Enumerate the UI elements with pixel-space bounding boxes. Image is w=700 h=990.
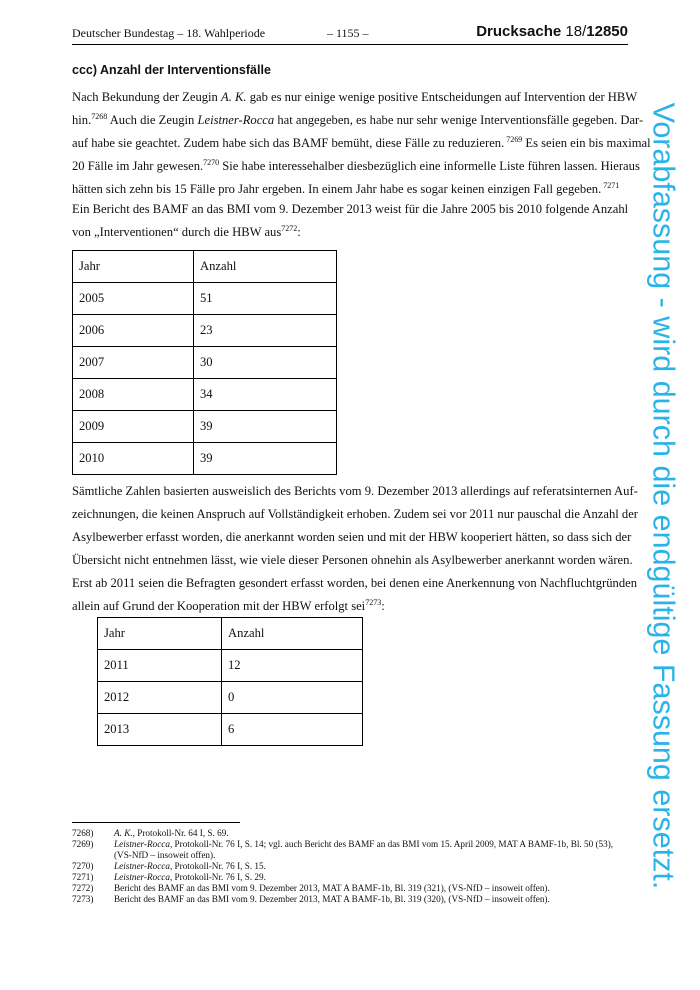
footnote-ref[interactable]: 7269	[504, 135, 523, 144]
footnote	[72, 850, 632, 861]
footnote-citation: Bericht des BAMF an das BMI vom 9. Dezember 2013, MAT A BAMF-1b, Bl. 319 (321), (VS-NfD – insoweit offen).	[114, 883, 550, 893]
page-header	[72, 22, 628, 45]
text-run: auf habe sie geachtet. Zudem habe sich das BAMF bemüht, diese Fälle zu reduzieren.	[72, 136, 505, 150]
text-line: Asylbewerber erfasst worden, die anerkannt worden seien und mit der HBW kooperiert hätten, so dass sich der	[72, 530, 632, 544]
cell-year: 2005	[73, 283, 194, 315]
cell-count: 30	[194, 347, 337, 379]
cell-count: 0	[222, 682, 363, 714]
table-row	[73, 379, 337, 411]
text-run: Auch die Zeugin	[107, 113, 198, 127]
text-line	[72, 221, 628, 244]
footnote-number: 7272)	[72, 883, 94, 893]
footnote-ref[interactable]: 7272	[281, 224, 298, 233]
text-line	[72, 109, 644, 132]
header-year: Jahr	[98, 618, 222, 650]
interventions-table-2011-2013	[97, 617, 363, 746]
footnote-citation: , Protokoll-Nr. 76 I, S. 29.	[169, 872, 266, 882]
text-line: Ein Bericht des BAMF an das BMI vom 9. Dezember 2013 weist für die Jahre 2005 bis 2010 folgende Anzahl	[72, 202, 629, 216]
footnote-witness: Leistner-Rocca	[114, 839, 170, 849]
text-run: hätten sich zehn bis 15 Fälle pro Jahr ergeben. In einem Jahr habe es sogar keinen einzigen Fall gegeben.	[72, 182, 602, 196]
text-run: gab es nur einige wenige positive Entscheidungen auf Intervention der HBW	[246, 90, 638, 104]
footnote-number: 7271)	[72, 872, 94, 882]
interventions-table-2005-2010	[72, 250, 337, 475]
footnote	[72, 828, 632, 839]
document-number-prefix: Drucksache	[476, 23, 562, 40]
text-line	[72, 595, 628, 618]
footnote-number	[72, 850, 114, 861]
footnote-text	[114, 894, 632, 905]
footnote-number: 7269)	[72, 839, 94, 849]
text-run: von „Interventionen“ durch die HBW aus	[72, 225, 282, 239]
footnote-number: 7273)	[72, 894, 94, 904]
table-row	[73, 443, 337, 475]
text-line: Übersicht nicht entnehmen lässt, wie viele dieser Personen ohnehin als Asylbewerber anerkannt worden wären.	[72, 553, 633, 567]
text-run: 20 Fälle im Jahr gewesen.	[72, 159, 204, 173]
text-run: Sie habe interessehalber diesbezüglich eine informelle Liste führen lassen. Hieraus	[219, 159, 640, 173]
cell-count: 39	[194, 443, 337, 475]
footnote-text	[114, 828, 632, 839]
table-row	[98, 682, 363, 714]
text-run: :	[381, 599, 385, 613]
section-heading: ccc) Anzahl der Interventionsfälle	[72, 63, 271, 77]
header-count: Anzahl	[194, 251, 337, 283]
cell-count: 51	[194, 283, 337, 315]
cell-count: 39	[194, 411, 337, 443]
text-line	[72, 155, 640, 178]
text-line: zeichnungen, die keinen Anspruch auf Vollständigkeit erhoben. Zudem sei vor 2011 nur pauschal die Anzahl der	[72, 507, 638, 521]
footnote-witness: A. K.	[114, 828, 133, 838]
cell-year: 2010	[73, 443, 194, 475]
table-row	[73, 411, 337, 443]
footnotes	[72, 828, 632, 905]
header-parliament: Deutscher Bundestag – 18. Wahlperiode	[72, 26, 266, 40]
text-line: Sämtliche Zahlen basierten ausweislich des Berichts vom 9. Dezember 2013 allerdings auf referatsinternen Auf-	[72, 484, 638, 498]
table-row	[98, 650, 363, 682]
text-line: Erst ab 2011 seien die Befragten gesondert erfasst worden, bei denen eine Anerkennung von Nachfluchtgründen	[72, 576, 638, 590]
text-line	[72, 132, 651, 155]
table-header-row	[73, 251, 337, 283]
footnote	[72, 894, 632, 905]
document-number-period: 18/	[565, 23, 587, 40]
footnote-ref[interactable]: 7273	[365, 598, 382, 607]
watermark-text: Vorabfassung - wird durch die endgültige Fassung ersetzt.	[646, 102, 681, 890]
footnote-divider	[72, 822, 240, 823]
footnote-ref[interactable]: 7268	[91, 112, 108, 121]
witness-name: Leistner-Rocca	[197, 113, 275, 127]
cell-count: 12	[222, 650, 363, 682]
text-run: Es seien ein bis maximal	[522, 136, 651, 150]
footnote	[72, 872, 632, 883]
draft-watermark	[632, 102, 694, 890]
document-number	[476, 23, 628, 40]
text-run: hat angegeben, es habe nur sehr wenige Interventionsfälle gegeben. Dar-	[274, 113, 644, 127]
paragraph-report	[72, 198, 628, 244]
footnote-citation: Bericht des BAMF an das BMI vom 9. Dezember 2013, MAT A BAMF-1b, Bl. 319 (320), (VS-NfD – insoweit offen).	[114, 894, 550, 904]
table-row	[98, 714, 363, 746]
table-header-row	[98, 618, 363, 650]
text-run: hin.	[72, 113, 92, 127]
footnote	[72, 839, 632, 850]
cell-count: 23	[194, 315, 337, 347]
footnote-text	[114, 883, 632, 894]
footnote-text	[114, 850, 632, 861]
text-run: :	[297, 225, 301, 239]
cell-year: 2006	[73, 315, 194, 347]
footnote-text	[114, 861, 632, 872]
witness-name: A. K.	[221, 90, 247, 104]
footnote-citation: , Protokoll-Nr. 76 I, S. 14; vgl. auch Bericht des BAMF an das BMI vom 15. April 2009, MAT A BAMF-1b, Bl. 50 (53),	[169, 839, 614, 849]
cell-year: 2007	[73, 347, 194, 379]
footnote-witness: Leistner-Rocca	[114, 861, 170, 871]
paragraph-intro	[72, 86, 651, 201]
header-count: Anzahl	[222, 618, 363, 650]
cell-year: 2012	[98, 682, 222, 714]
cell-count: 34	[194, 379, 337, 411]
table-row	[73, 347, 337, 379]
cell-count: 6	[222, 714, 363, 746]
cell-year: 2013	[98, 714, 222, 746]
footnote-ref[interactable]: 7270	[203, 158, 220, 167]
footnote-text	[114, 872, 632, 883]
text-line	[72, 86, 638, 109]
footnote-ref[interactable]: 7271	[601, 181, 620, 190]
footnote-citation: (VS-NfD – insoweit offen).	[114, 850, 216, 860]
footnote	[72, 883, 632, 894]
table-row	[73, 315, 337, 347]
footnote-witness: Leistner-Rocca	[114, 872, 170, 882]
cell-year: 2011	[98, 650, 222, 682]
footnote-citation: , Protokoll-Nr. 76 I, S. 15.	[169, 861, 266, 871]
footnote-number: 7270)	[72, 861, 94, 871]
footnote-text	[114, 839, 632, 850]
footnote-citation: , Protokoll-Nr. 64 I, S. 69.	[132, 828, 229, 838]
paragraph-data-notes	[72, 480, 638, 618]
text-run: allein auf Grund der Kooperation mit der HBW erfolgt sei	[72, 599, 366, 613]
table-row	[73, 283, 337, 315]
page-number: – 1155 –	[327, 26, 369, 40]
cell-year: 2009	[73, 411, 194, 443]
text-run: Nach Bekundung der Zeugin	[72, 90, 221, 104]
cell-year: 2008	[73, 379, 194, 411]
footnote-number: 7268)	[72, 828, 94, 838]
document-number-id: 12850	[586, 23, 628, 40]
header-year: Jahr	[73, 251, 194, 283]
footnote	[72, 861, 632, 872]
